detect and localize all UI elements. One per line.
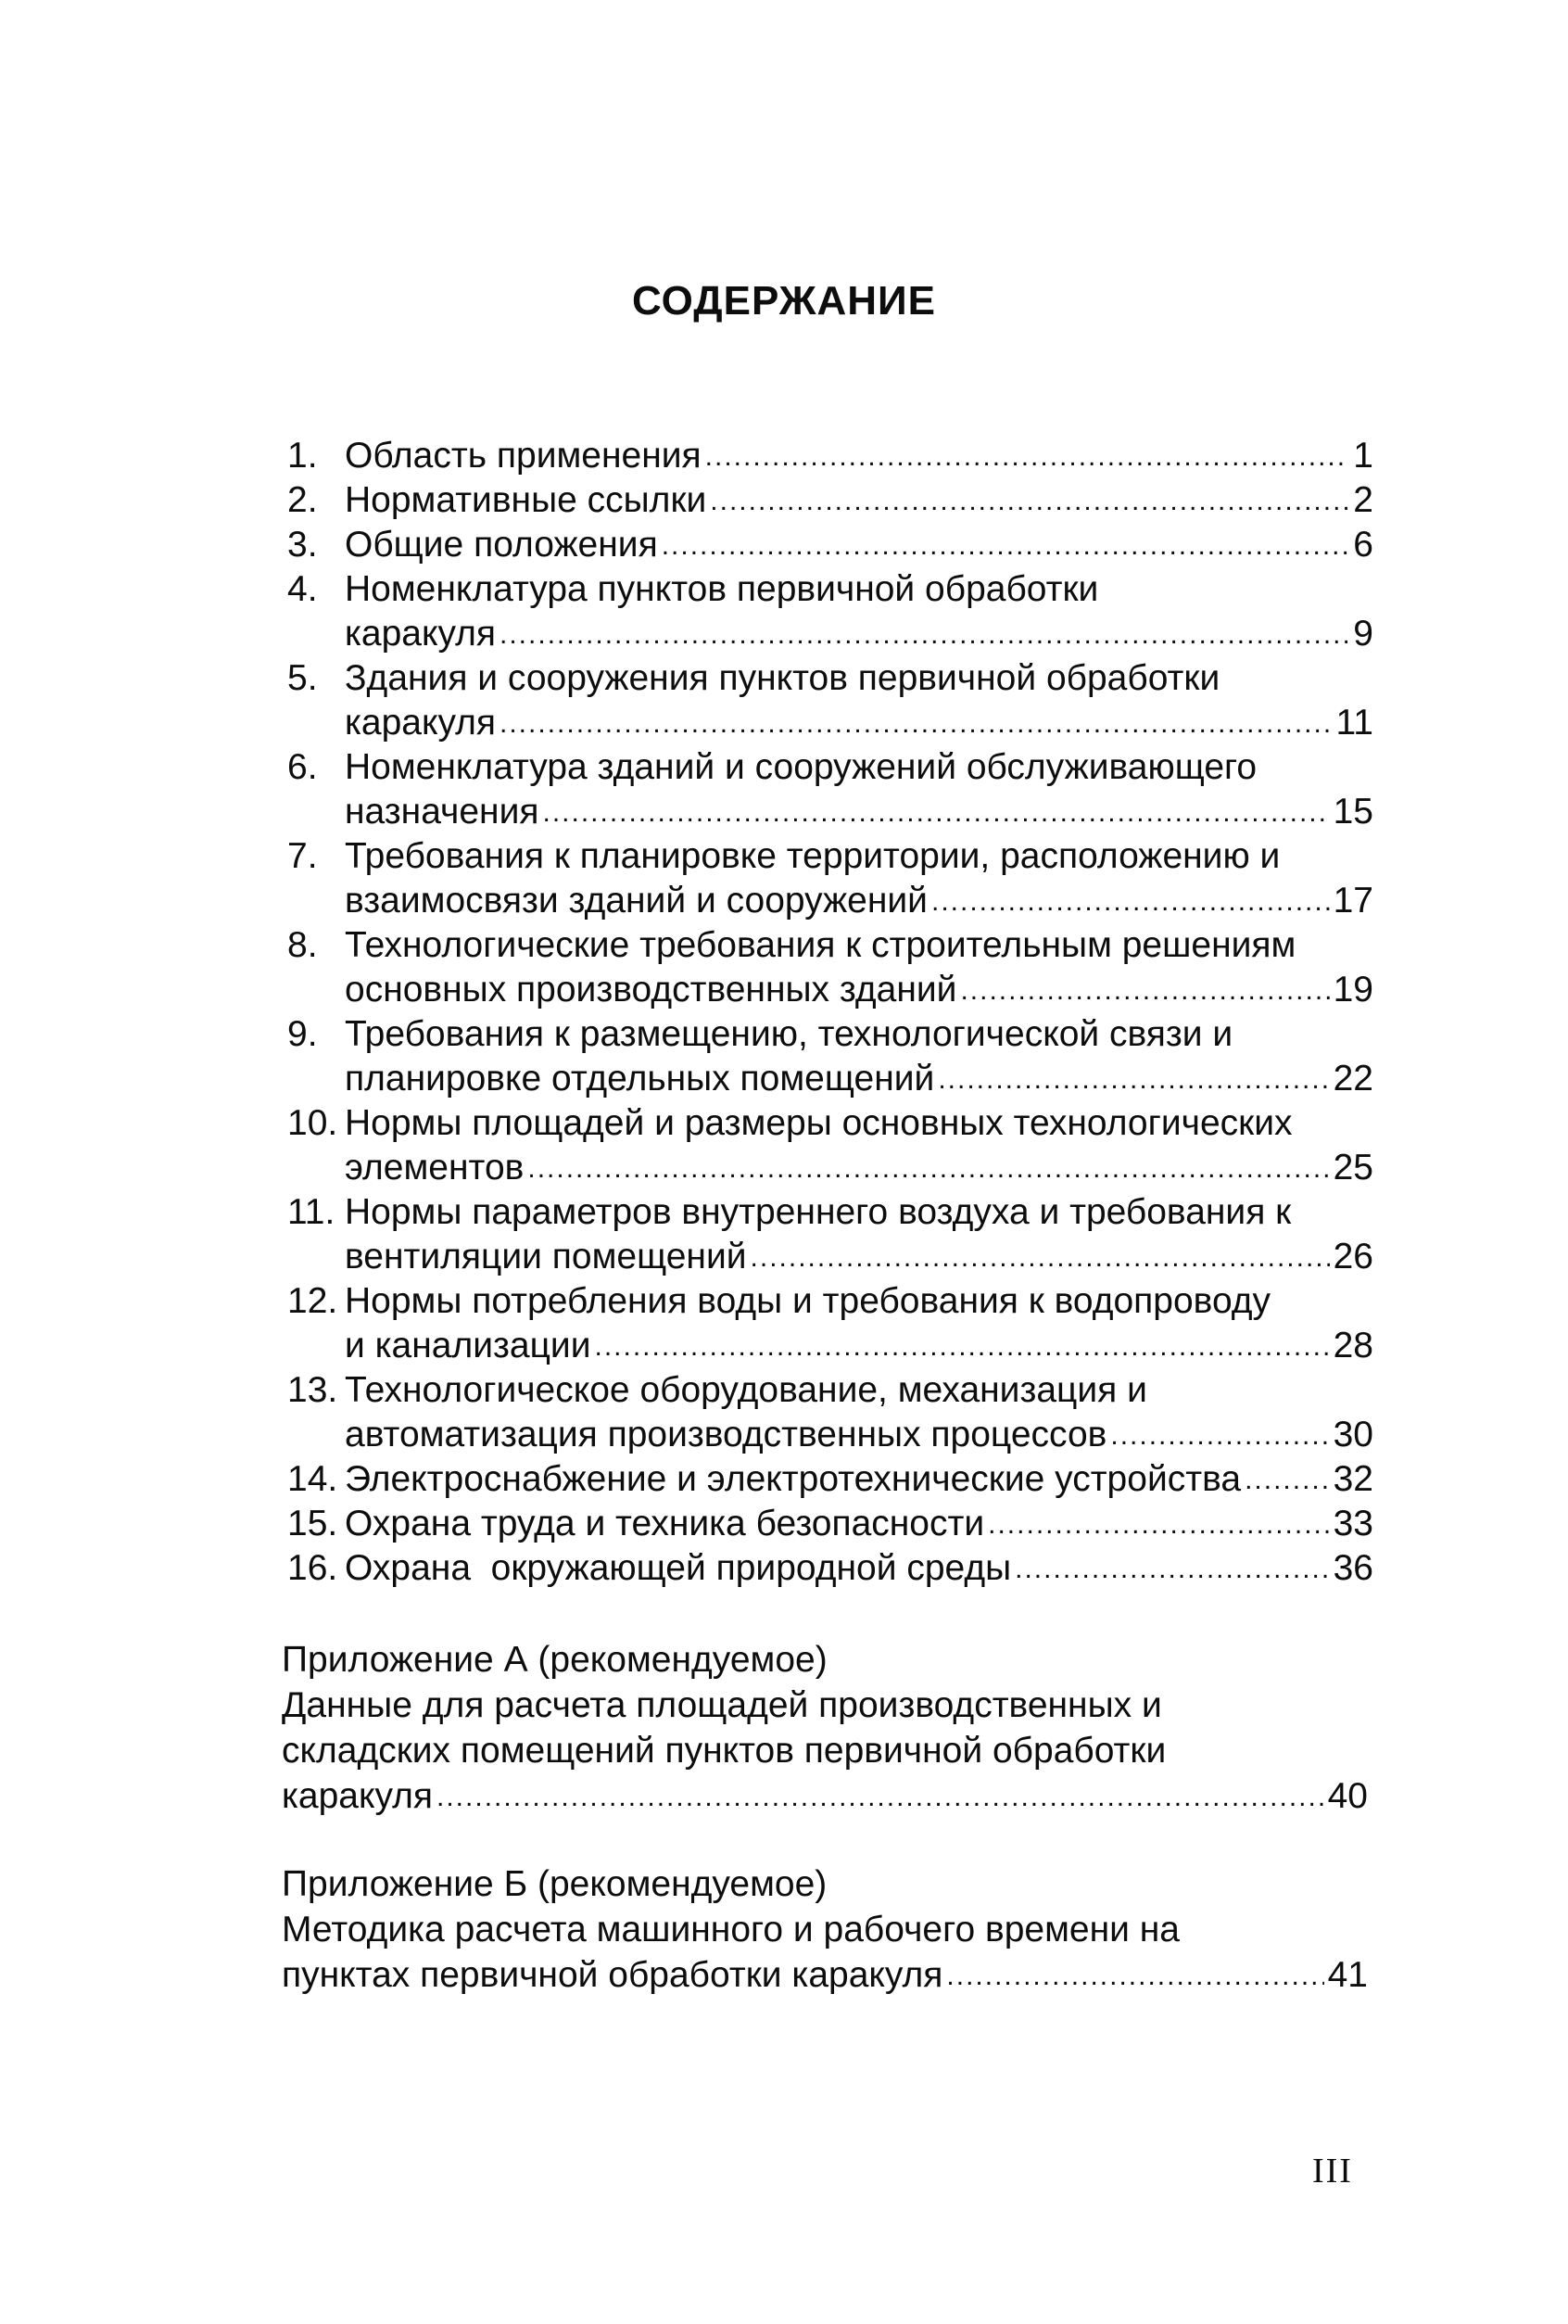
toc-item-number: 5.: [287, 658, 318, 698]
toc-item-15[interactable]: [287, 1502, 1373, 1546]
toc-item-3[interactable]: [287, 523, 1373, 567]
dot-leader: [527, 1144, 1329, 1191]
toc-item-title: Номенклатура пунктов первичной обработки: [345, 569, 1099, 609]
toc-item-title: Область применения: [345, 436, 702, 476]
toc-item-page: 17: [1333, 881, 1373, 921]
toc-item-title: Нормы параметров внутреннего воздуха и требования к: [345, 1192, 1292, 1232]
toc-item-6[interactable]: [287, 745, 1373, 834]
page-title: СОДЕРЖАНИЕ: [631, 278, 937, 324]
toc-item-8[interactable]: [287, 923, 1373, 1012]
toc-item-11[interactable]: [287, 1190, 1373, 1279]
toc-item-page: 26: [1333, 1237, 1373, 1276]
toc-item-page: 25: [1333, 1148, 1373, 1187]
toc-item-title-continued: элементов: [345, 1148, 525, 1187]
dot-leader: [543, 788, 1330, 835]
toc-item-page: 1: [1353, 436, 1373, 476]
toc-item-number: 15.: [287, 1504, 338, 1543]
toc-item-title-continued: автоматизация производственных процессов: [345, 1415, 1107, 1454]
toc-item-number: 4.: [287, 569, 318, 609]
appendix-b-entry[interactable]: [282, 1861, 1368, 1998]
toc-item-9[interactable]: [287, 1012, 1373, 1101]
toc-item-number: 2.: [287, 480, 318, 520]
dot-leader: [751, 1233, 1330, 1280]
toc-item-12[interactable]: [287, 1279, 1373, 1368]
toc-item-page: 30: [1333, 1415, 1373, 1454]
toc-item-number: 14.: [287, 1459, 338, 1499]
toc-item-title-continued: каракуля: [345, 614, 497, 654]
toc-item-14[interactable]: [287, 1457, 1373, 1502]
toc-item-title: Здания и сооружения пунктов первичной обработки: [345, 658, 1220, 698]
appendix-a-entry[interactable]: [282, 1637, 1368, 1819]
toc-item-page: 2: [1353, 480, 1373, 520]
toc-item-number: 1.: [287, 436, 318, 476]
toc-item-13[interactable]: [287, 1368, 1373, 1457]
toc-item-title-continued: каракуля: [345, 703, 497, 743]
toc-item-title: Номенклатура зданий и сооружений обслуживающего: [345, 747, 1258, 787]
dot-leader: [960, 966, 1329, 1013]
toc-item-page: 36: [1333, 1548, 1373, 1588]
toc-item-title-continued: назначения: [345, 792, 539, 832]
toc-item-16[interactable]: [287, 1546, 1373, 1591]
toc-item-1[interactable]: [287, 434, 1373, 478]
dot-leader: [499, 699, 1332, 746]
appendix-heading: Приложение А (рекомендуемое): [282, 1640, 828, 1680]
toc-item-page: 28: [1333, 1326, 1373, 1365]
toc-item-title: Нормы потребления воды и требования к водопроводу: [345, 1281, 1271, 1321]
toc-item-4[interactable]: [287, 567, 1373, 656]
dot-leader: [436, 1772, 1324, 1820]
toc-item-number: 3.: [287, 525, 318, 565]
appendix-title: пунктах первичной обработки каракуля: [282, 1955, 943, 1995]
appendix-title: Методика расчета машинного и рабочего времени на: [282, 1910, 1180, 1949]
appendix-title: Данные для расчета площадей производственных и: [282, 1685, 1162, 1725]
dot-leader: [938, 1055, 1329, 1102]
appendix-heading: Приложение Б (рекомендуемое): [282, 1864, 828, 1904]
appendix-title: каракуля: [282, 1776, 434, 1816]
page-number: III: [1312, 2152, 1353, 2191]
dot-leader: [1245, 1455, 1330, 1503]
toc-item-page: 19: [1333, 970, 1373, 1010]
toc-item-title-continued: и канализации: [345, 1326, 591, 1365]
toc-item-title: Электроснабжение и электротехнические устройства: [345, 1459, 1242, 1499]
toc-item-number: 6.: [287, 747, 318, 787]
dot-leader: [1015, 1544, 1329, 1592]
toc-item-title: Общие положения: [345, 525, 658, 565]
appendix-title: складских помещений пунктов первичной обработки: [282, 1731, 1167, 1771]
toc-item-page: 33: [1333, 1504, 1373, 1543]
toc-item-7[interactable]: [287, 834, 1373, 923]
toc-item-2[interactable]: [287, 478, 1373, 523]
dot-leader: [946, 1950, 1323, 1999]
dot-leader: [988, 1500, 1329, 1547]
toc-item-title-continued: планировке отдельных помещений: [345, 1059, 935, 1099]
toc-item-title: Технологическое оборудование, механизация и: [345, 1370, 1147, 1410]
toc-item-title: Нормы площадей и размеры основных технологических: [345, 1103, 1293, 1143]
toc-item-number: 11.: [287, 1192, 335, 1232]
toc-item-page: 22: [1333, 1059, 1373, 1099]
toc-item-page: 9: [1353, 614, 1373, 654]
appendix-page: 41: [1327, 1955, 1368, 1995]
toc-item-page: 15: [1333, 792, 1373, 832]
appendix-page: 40: [1327, 1776, 1368, 1816]
toc-item-title: Требования к размещению, технологической связи и: [345, 1014, 1233, 1054]
dot-leader: [594, 1322, 1329, 1369]
toc-item-number: 16.: [287, 1548, 338, 1588]
dot-leader: [662, 521, 1347, 568]
toc-item-page: 32: [1333, 1459, 1373, 1499]
toc-item-number: 8.: [287, 925, 318, 965]
toc-item-title-continued: взаимосвязи зданий и сооружений: [345, 881, 928, 921]
toc-item-number: 9.: [287, 1014, 318, 1054]
toc-item-title-continued: вентиляции помещений: [345, 1237, 747, 1276]
toc-item-title-continued: основных производственных зданий: [345, 970, 957, 1010]
toc-item-number: 13.: [287, 1370, 338, 1410]
dot-leader: [499, 610, 1347, 657]
toc-item-number: 12.: [287, 1281, 338, 1321]
toc-item-title: Нормативные ссылки: [345, 480, 707, 520]
toc-item-title: Охрана труда и техника безопасности: [345, 1504, 985, 1543]
table-of-contents: [287, 434, 1373, 1591]
toc-item-number: 7.: [287, 836, 318, 876]
toc-item-title: Технологические требования к строительным решениям: [345, 925, 1296, 965]
toc-item-title: Требования к планировке территории, расположению и: [345, 836, 1281, 876]
dot-leader: [931, 877, 1330, 924]
dot-leader: [705, 432, 1347, 479]
dot-leader: [1110, 1411, 1329, 1458]
toc-item-number: 10.: [287, 1103, 338, 1143]
toc-item-5[interactable]: [287, 656, 1373, 745]
toc-item-title: Охрана окружающей природной среды: [345, 1548, 1012, 1588]
toc-item-10[interactable]: [287, 1101, 1373, 1190]
toc-item-page: 11: [1335, 703, 1373, 743]
toc-item-page: 6: [1353, 525, 1373, 565]
dot-leader: [710, 476, 1347, 524]
